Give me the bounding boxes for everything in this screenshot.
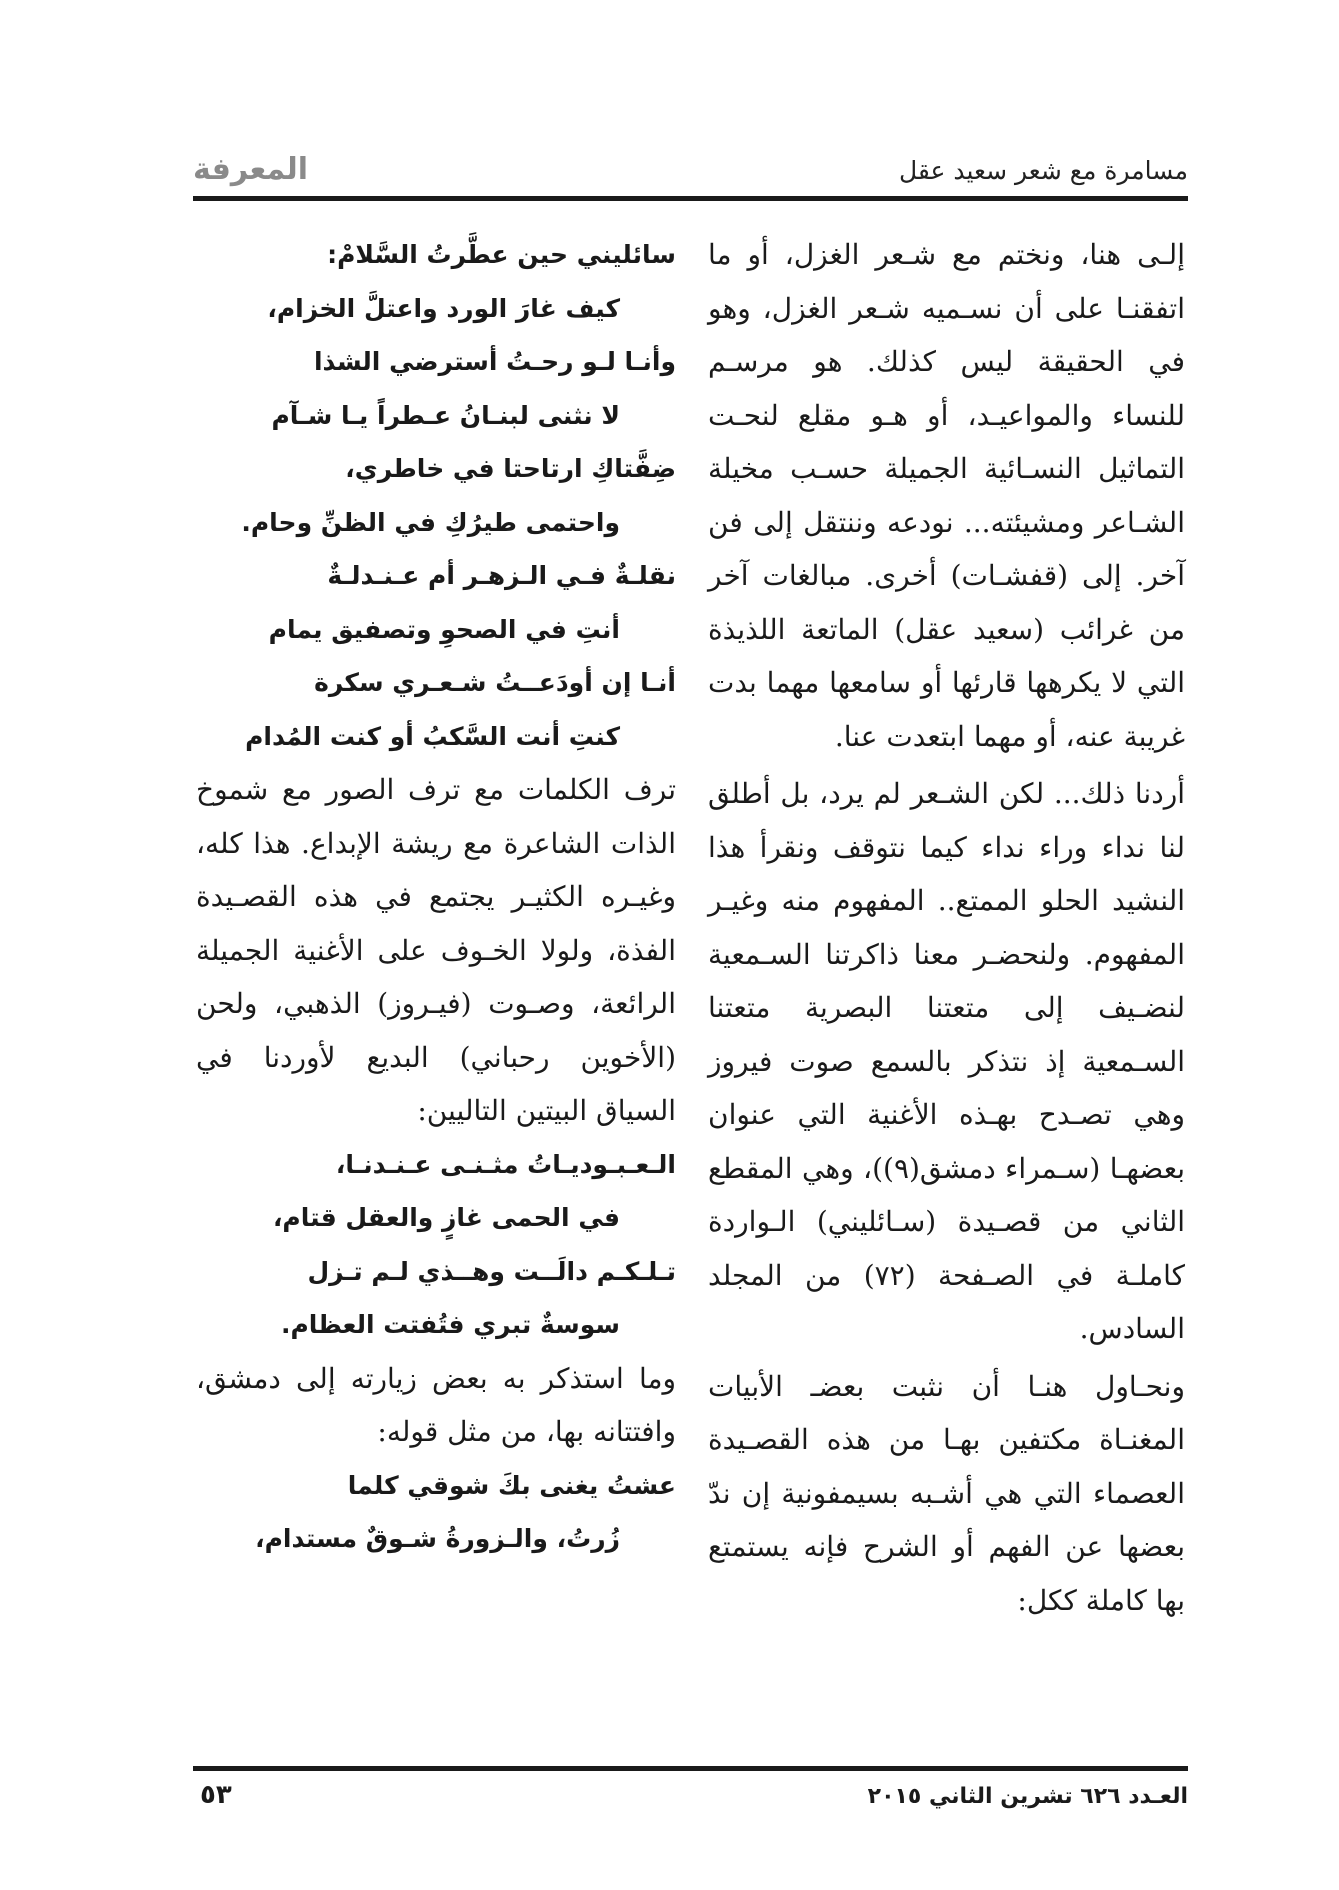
paragraph-verses-intro: ونحـاول هنـا أن نثبت بعضـ الأبيات المغنـاة مكتفين بهـا من هذه القصـيدة العصماء التي هي أشـبه بسيمفونية إن ندّ بعضها عن الفهم أو الشرح فإنه يستمتع بها كاملة ككل: <box>708 1369 1185 1617</box>
page-number: ٥٣ <box>200 1780 232 1810</box>
left-column <box>196 228 676 1566</box>
running-title: مسامرة مع شعر سعيد عقل <box>898 156 1188 185</box>
issue-info: العـدد ٦٢٦ تشرين الثاني ٢٠١٥ <box>867 1784 1188 1809</box>
verse-line: واحتمى طيرُكِ في الظنِّ وحام. <box>241 507 620 537</box>
verse-line: أنتِ في الصحوِ وتصفيق يمام <box>268 614 620 644</box>
header-rule <box>193 196 1188 201</box>
verse-line: زُرتُ، والـزورةُ شـوقٌ مستدام، <box>255 1524 620 1553</box>
right-column <box>708 228 1185 1627</box>
verse-line: في الحمى غازٍ والعقل قتام، <box>272 1203 620 1232</box>
paragraph-listening: أردنا ذلك... لكن الشـعر لم يرد، بل أطلق لنا نداء وراء نداء كيما نتوقف ونقرأ هذا النشيد الحلو الممتع.. المفهوم منه وغيـر المفهوم. ولنحضـر معنا ذاكرتنا السـمعية لنضـيف إلى متعتنا البصرية متعتنا السـمعية إذ نتذكر بالسمع صوت فيروز وهي تصـدح بهـذه الأغنية التي عنوان بعضهـا (سـمراء دمشق(٩))، وهي المقطع الثاني من قصـيدة (سـائليني) الـواردة كاملـة في الصـفحة (٧٢) من المجلد السادس. <box>708 777 1185 1345</box>
verse-line: كيف غارَ الورد واعتلَّ الخزام، <box>267 293 620 323</box>
verse-line: الـعـبـوديـاتُ مثـنـى عـنـدنـا، <box>335 1149 676 1179</box>
verse-line: نقلـةٌ فـي الـزهـر أم عـنـدلـةٌ <box>327 561 676 590</box>
verse-line: عشتُ يغنى بكَ شوقي كلما <box>347 1470 676 1500</box>
footer-rule <box>193 1766 1188 1771</box>
verse-line: سائليني حين عطَّرتُ السَّلامْ: <box>327 240 676 269</box>
verse-line: سوسةٌ تبري فتُفتت العظام. <box>280 1310 620 1339</box>
verse-line: لا نثنى لبنـانُ عـطراً يـا شـآم <box>271 400 620 430</box>
paragraph-damascus: وما استذكر به بعض زيارته إلى دمشق، وافتتانه بها، من مثل قوله: <box>196 1361 676 1448</box>
page-header <box>193 150 1188 198</box>
verse-line: وأنـا لـو رحـتُ أسترضي الشذا <box>313 347 676 376</box>
verse-line: كنتِ أنت السَّكبُ أو كنت المُدام <box>245 721 620 751</box>
verse-line: أنـا إن أودَعــتُ شـعـري سكرة <box>314 668 676 697</box>
verse-line: ضِفَّتاكِ ارتاحتا في خاطري، <box>345 454 676 483</box>
paragraph-commentary: ترف الكلمات مع ترف الصور مع شموخ الذات الشاعرة مع ريشة الإبداع. هذا كله، وغيـره الكثيـر يجتمع في هذه القصـيدة الفذة، ولولا الخـوف على الأغنية الجميلة الرائعة، وصـوت (فيـروز) الذهبي، ولحن (الأخوين رحباني) البديع لأوردنا في السياق البيتين التاليين: <box>196 773 676 1127</box>
verse-line: تـلـكـم دالَــت وهــذي لـم تـزل <box>307 1256 676 1286</box>
journal-logo: المعرفة <box>193 152 309 187</box>
paragraph-intro: إلـى هنا، ونختم مع شـعر الغزل، أو ما اتفقنـا على أن نسـميه شـعر الغزل، وهو في الحقيقة ليس كذلك. هو مرسـم للنساء والمواعيـد، أو هـو مقلع لنحـت التماثيل النسـائية الجميلة حسـب مخيلة الشـاعر ومشيئته... نودعه وننتقل إلى فن آخر. إلى (قفشـات) أخرى. مبالغات آخر من غرائب (سعيد عقل) الماتعة اللذيذة التي لا يكرهها قارئها أو سامعها مهما بدت غريبة عنه، أو مهما ابتعدت عنا. <box>708 238 1185 753</box>
